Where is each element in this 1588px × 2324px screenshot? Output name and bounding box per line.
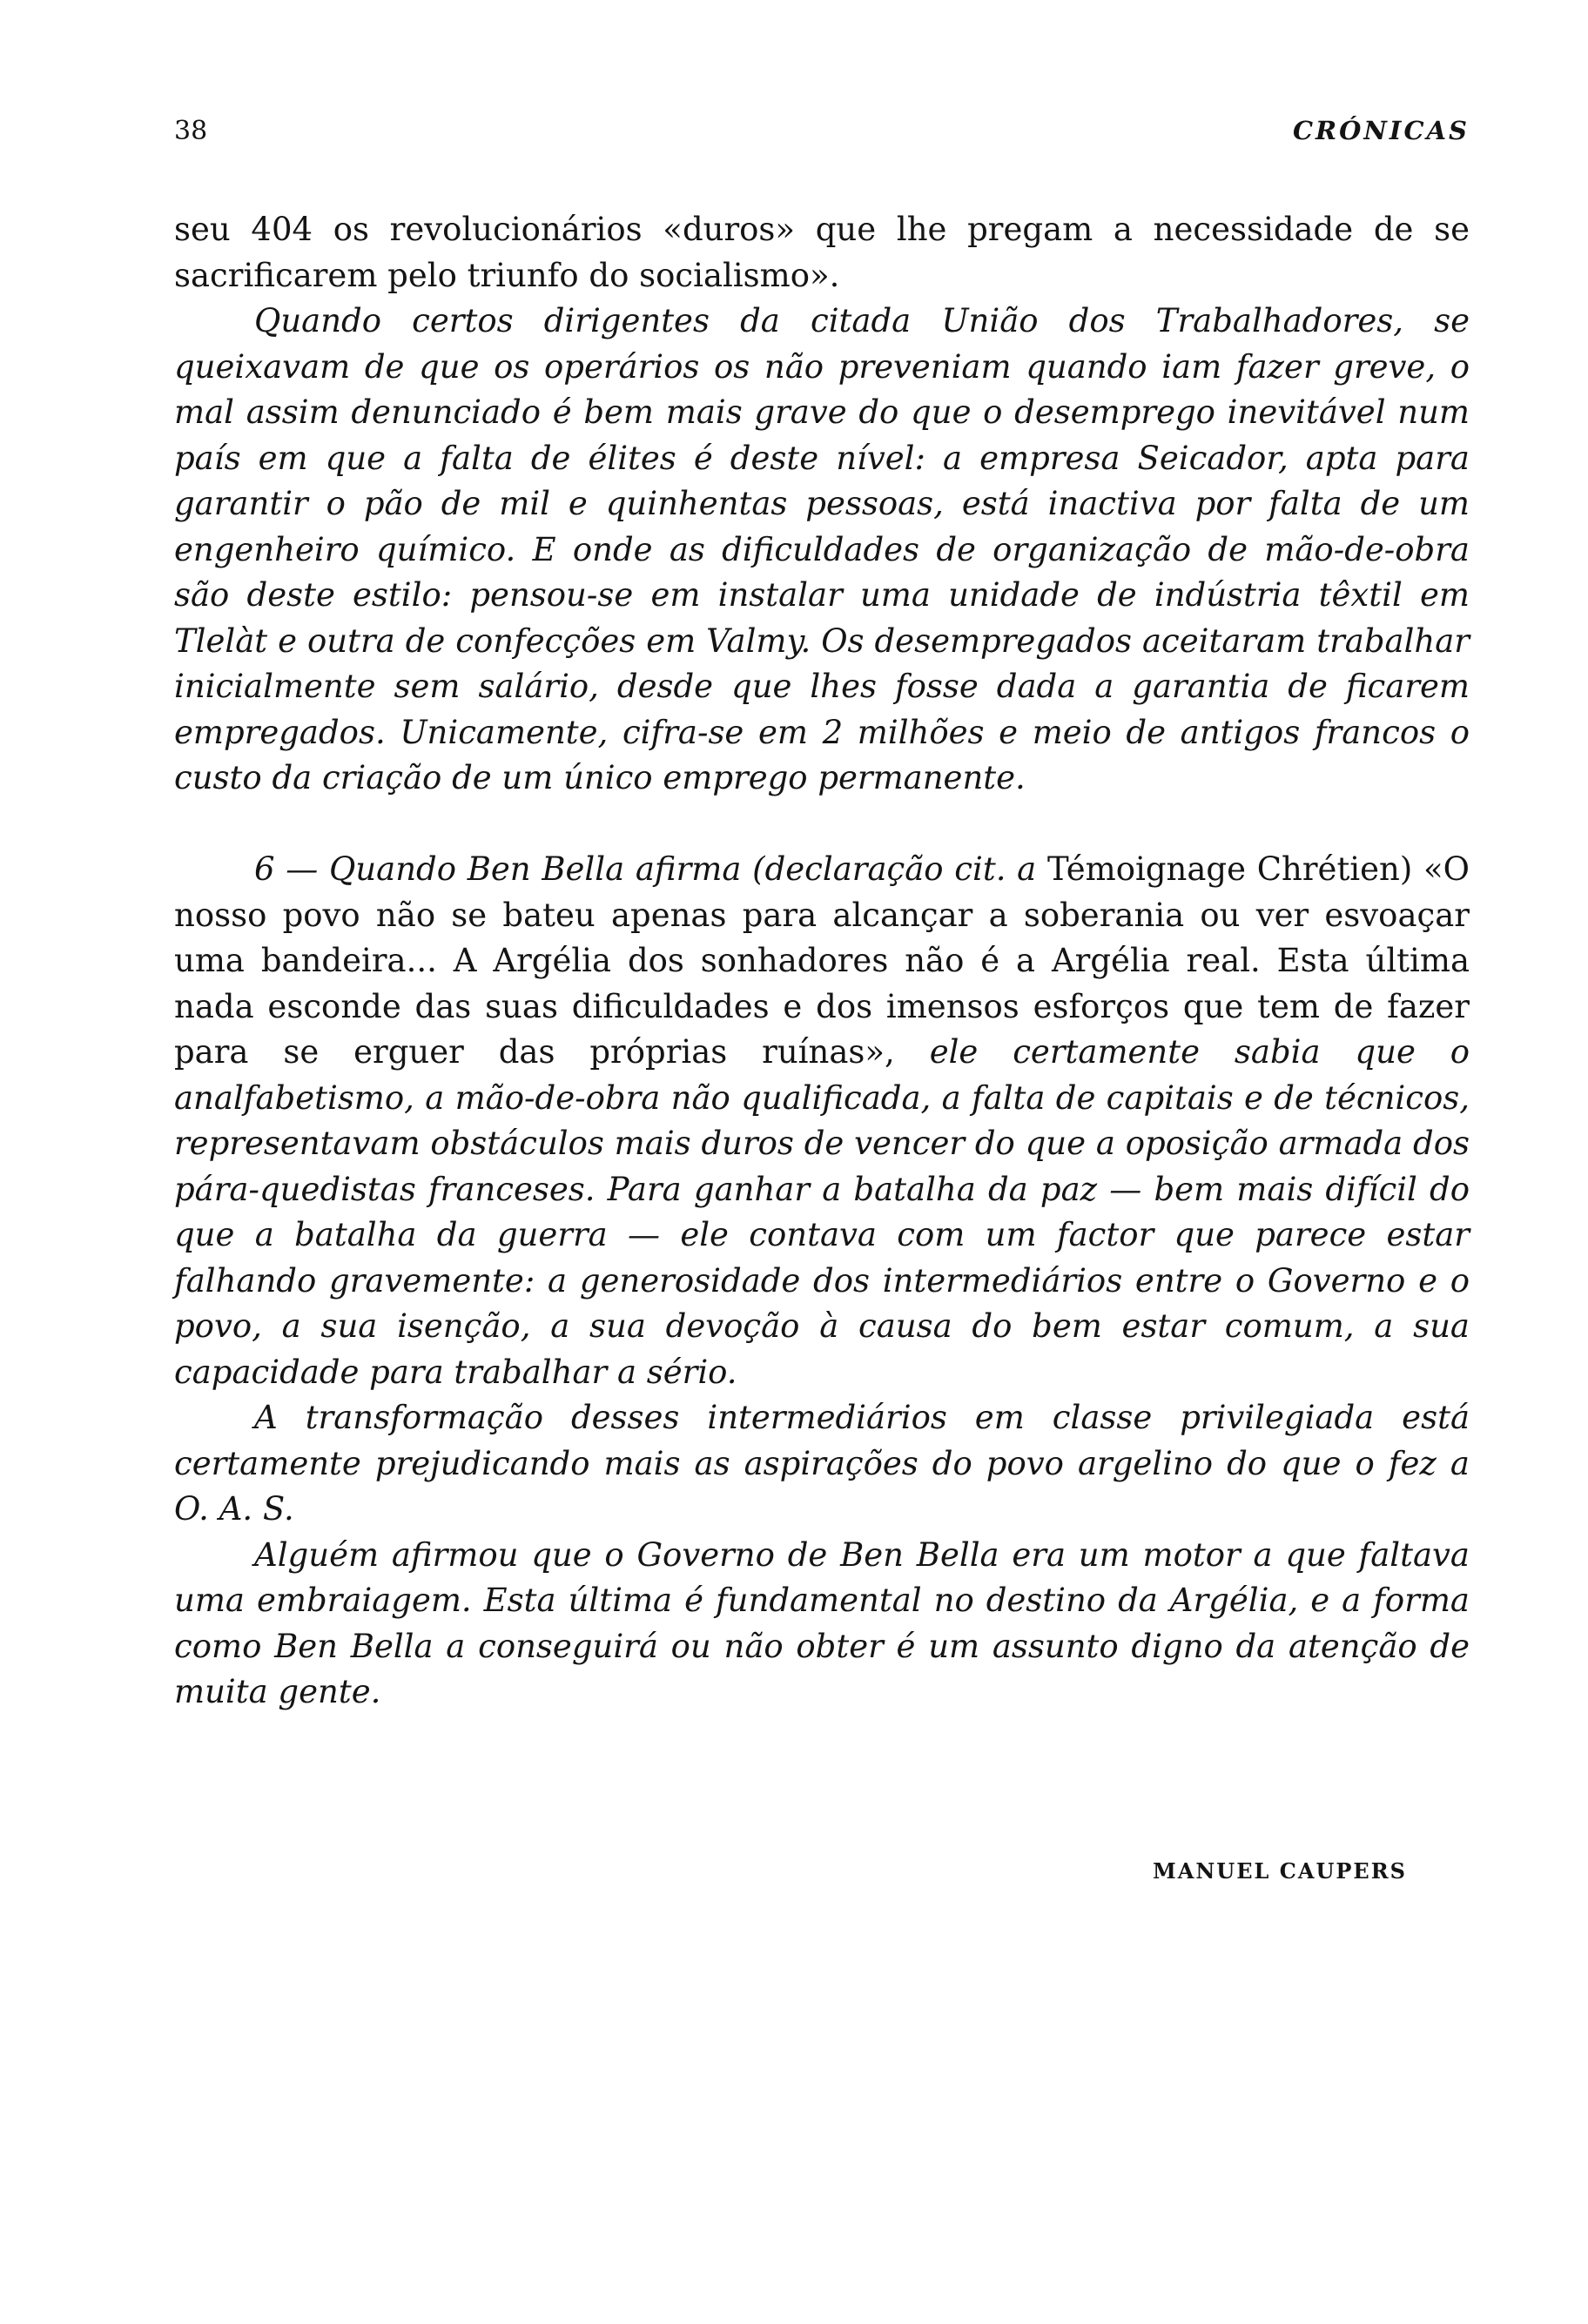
running-head: CRÓNICAS <box>1292 116 1470 145</box>
page-header <box>174 116 1470 151</box>
page-number: 38 <box>174 116 208 146</box>
paragraph-4: A transformação desses intermediários em classe privilegiada está certamente prejudicando mais as aspirações do povo argelino do que o fez a O. A. S. <box>174 1399 1470 1528</box>
paragraph-3 <box>174 847 1470 1395</box>
paragraph-3-lead: 6 — Quando Ben Bella afirma (declaração cit. a <box>254 850 1037 888</box>
paragraph-3-quote: Témoignage Chrétien) «O nosso povo não se bateu apenas para alcançar a soberania ou ver esvoaçar uma bandeira... A Argélia dos sonhadores não é a Argélia real. Esta última nada esconde das suas dificuldades e dos imensos esforços que tem de fazer para se erguer das próprias ruínas», <box>174 850 1470 1071</box>
paragraph-3-tail: ele certamente sabia que o analfabetismo, a mão-de-obra não qualificada, a falta de capitais e de técnicos, representavam obstáculos mais duros de vencer do que a oposição armada dos pára-quedistas franceses. Para ganhar a batalha da paz — bem mais difícil do que a batalha da guerra — ele contava com um factor que parece estar falhando gravemente: a generosidade dos intermediários entre o Governo e o povo, a sua isenção, a sua devoção à causa do bem estar comum, a sua capacidade para trabalhar a sério. <box>174 1033 1470 1391</box>
author-signature: MANUEL CAUPERS <box>1153 1858 1407 1884</box>
paragraph-5: Alguém afirmou que o Governo de Ben Bella era um motor a que faltava uma embraiagem. Esta última é fundamental no destino da Argélia, e a forma como Ben Bella a conseguirá ou não obter é um assunto digno da atenção de muita gente. <box>174 1535 1470 1710</box>
article-body <box>174 207 1470 1716</box>
paragraph-2: Quando certos dirigentes da citada União dos Trabalhadores, se queixavam de que os operários os não preveniam quando iam fazer greve, o mal assim denunciado é bem mais grave do que o desemprego inevitável num país em que a falta de élites é deste nível: a empresa Seicador, apta para garantir o pão de mil e quinhentas pessoas, está inactiva por falta de um engenheiro químico. E onde as dificuldades de organização de mão-de-obra são deste estilo: pensou-se em instalar uma unidade de indústria têxtil em Tlelàt e outra de confecções em Valmy. Os desempregados aceitaram trabalhar inicialmente sem salário, desde que lhes fosse dada a garantia de ficarem empregados. Unicamente, cifra-se em 2 milhões e meio de antigos francos o custo da criação de um único emprego permanente. <box>174 302 1470 796</box>
paragraph-1: seu 404 os revolucionários «duros» que lhe pregam a necessidade de se sacrificarem pelo triunfo do socialismo». <box>174 211 1470 294</box>
